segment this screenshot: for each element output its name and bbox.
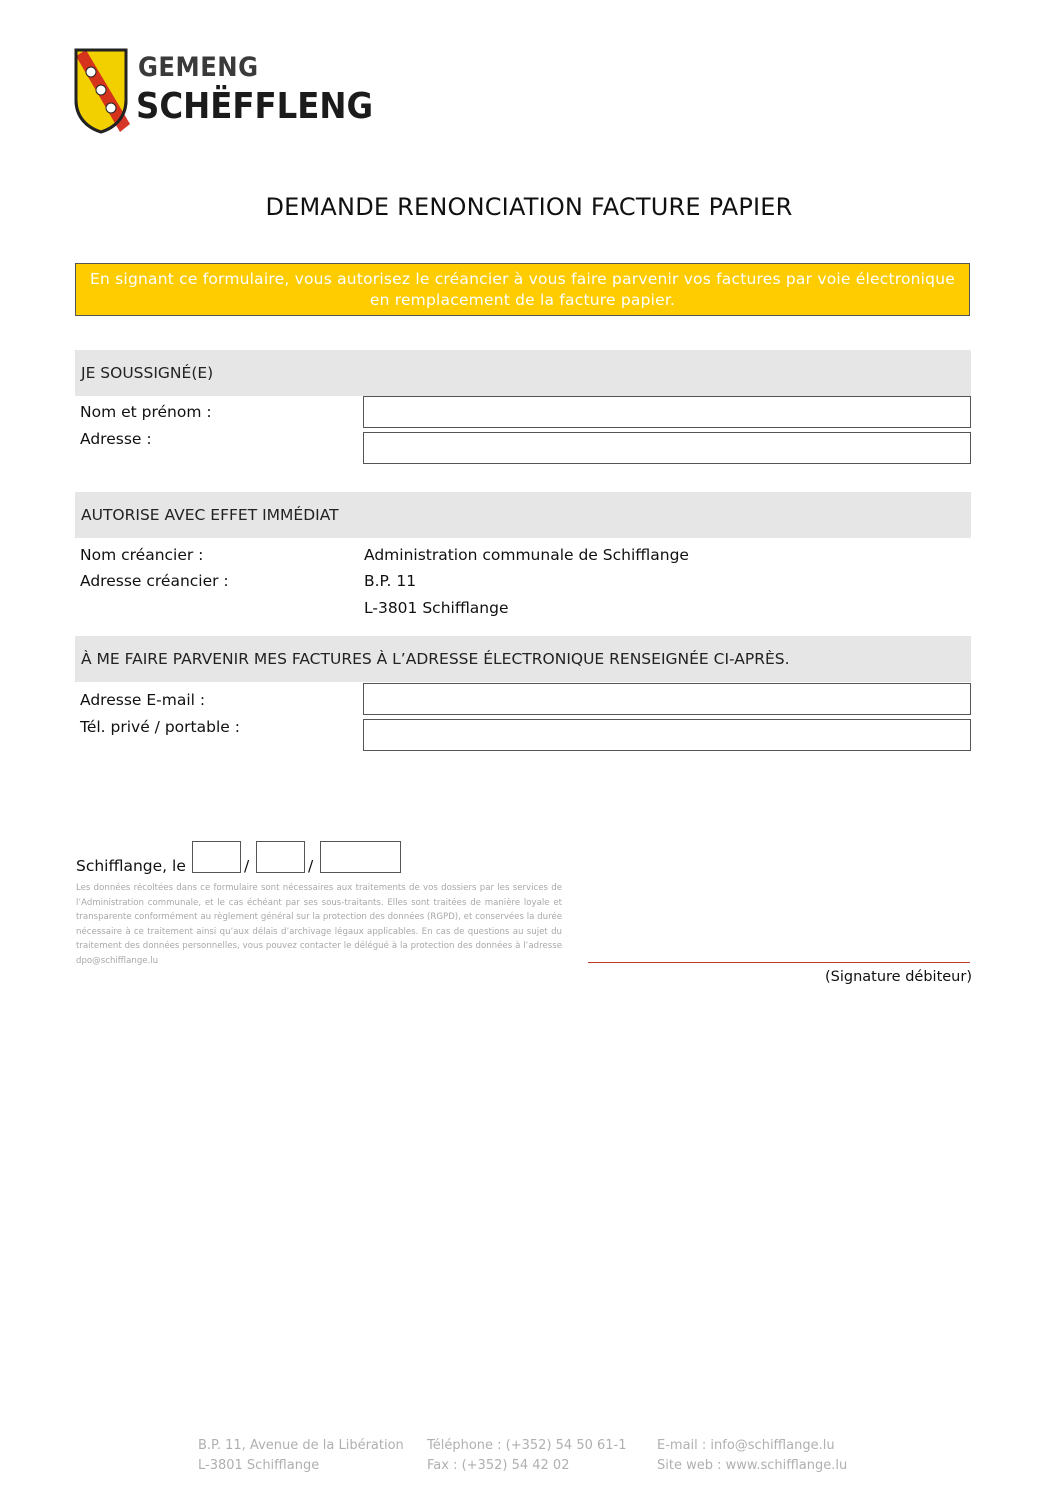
creditor-address-label: Adresse créancier : — [80, 572, 229, 590]
footer-contact — [657, 1436, 847, 1476]
coat-of-arms-icon — [74, 48, 130, 134]
phone-input[interactable] — [363, 719, 971, 751]
brand-line-2: SCHËFFLENG — [136, 86, 374, 127]
name-label: Nom et prénom : — [80, 403, 212, 421]
creditor-name-value: Administration communale de Schifflange — [364, 546, 689, 564]
municipality-logo — [74, 48, 374, 136]
signature-label: (Signature débiteur) — [825, 969, 972, 985]
address-input[interactable] — [363, 432, 971, 464]
footer-phone: Téléphone : (+352) 54 50 61-1 — [427, 1438, 627, 1453]
creditor-name-label: Nom créancier : — [80, 546, 204, 564]
name-input[interactable] — [363, 396, 971, 428]
footer-address-line-2: L-3801 Schifflange — [198, 1458, 320, 1473]
footer-address — [198, 1436, 404, 1476]
notice-banner — [75, 263, 970, 316]
date-separator-1: / — [244, 857, 250, 875]
creditor-address-line-1: B.P. 11 — [364, 572, 417, 590]
date-separator-2: / — [308, 857, 314, 875]
address-label: Adresse : — [80, 430, 152, 448]
phone-label: Tél. privé / portable : — [80, 718, 240, 736]
footer-fax: Fax : (+352) 54 42 02 — [427, 1458, 570, 1473]
form-title: DEMANDE RENONCIATION FACTURE PAPIER — [265, 193, 793, 221]
date-day-input[interactable] — [192, 841, 241, 873]
notice-line-1: En signant ce formulaire, vous autorisez le créancier à vous faire parvenir vos factures par voie électronique — [90, 270, 955, 288]
signature-line[interactable] — [588, 962, 970, 963]
date-year-input[interactable] — [320, 841, 401, 873]
footer-phone-fax — [427, 1436, 627, 1476]
footer-address-line-1: B.P. 11, Avenue de la Libération — [198, 1438, 404, 1453]
section-heading-electronic-address: À ME FAIRE PARVENIR MES FACTURES À L’ADRESSE ÉLECTRONIQUE RENSEIGNÉE CI-APRÈS. — [75, 636, 971, 682]
email-label: Adresse E-mail : — [80, 691, 206, 709]
notice-line-2: en remplacement de la facture papier. — [369, 291, 676, 309]
gdpr-notice: Les données récoltées dans ce formulaire sont nécessaires aux traitements de vos dossiers par les services de l’Administration communale, et le cas échéant par ses sous-traitants. Elles sont traitées de manière loyale et transparente conformément au règlement général sur la protection des données (RGPD), et conservées la durée nécessaire à ce traitement ainsi qu’aux délais d’archivage légaux applicables. En cas de questions au sujet du traitement des données personnelles, vous pouvez contacter le délégué à la protection des données à l’adresse dpo@schifflange.lu — [76, 883, 562, 966]
footer-email: E-mail : info@schifflange.lu — [657, 1438, 835, 1453]
brand-line-1: GEMENG — [138, 52, 259, 83]
section-heading-authorize: AUTORISE AVEC EFFET IMMÉDIAT — [75, 492, 971, 538]
section-heading-undersigned: JE SOUSSIGNÉ(E) — [75, 350, 971, 396]
email-input[interactable] — [363, 683, 971, 715]
footer-web: Site web : www.schifflange.lu — [657, 1458, 848, 1473]
date-month-input[interactable] — [256, 841, 305, 873]
place-label: Schifflange, le — [76, 857, 186, 875]
creditor-address-line-2: L-3801 Schifflange — [364, 599, 509, 617]
